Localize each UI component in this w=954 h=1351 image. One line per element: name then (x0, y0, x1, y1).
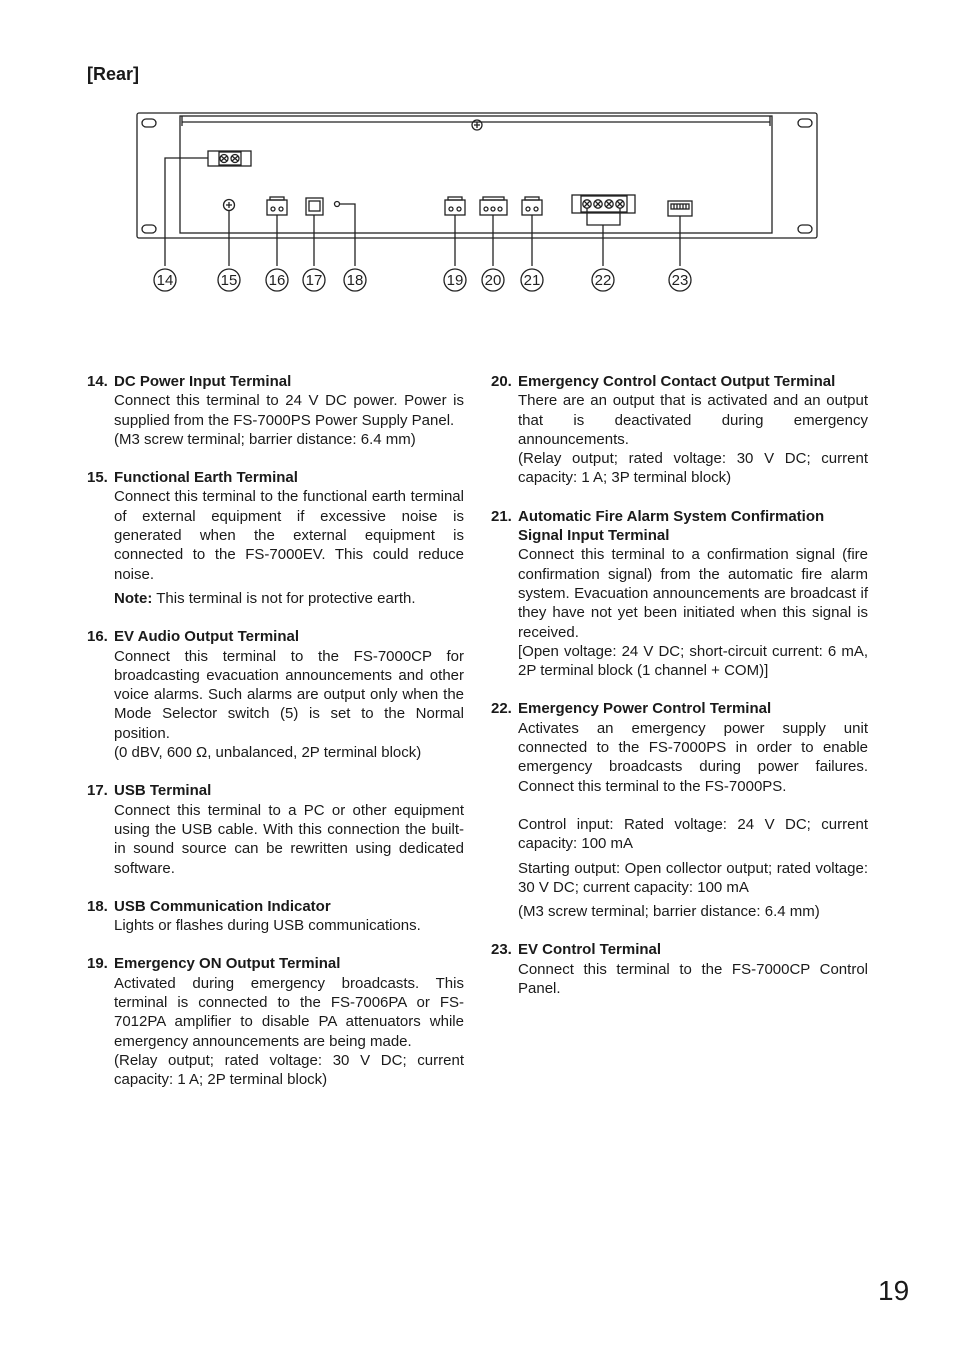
item-title: EV Audio Output Terminal (114, 628, 299, 646)
item-title: Functional Earth Terminal (114, 469, 298, 487)
item-text: Connect this terminal to a PC or other equipment using the USB cable. With this connection the built-in sound source can be rewritten using dedicated software. (114, 801, 464, 877)
section-title: [Rear] (87, 64, 140, 84)
usb-indicator-led-icon (335, 202, 340, 207)
callout-20: 20 (484, 272, 502, 289)
item-title: Emergency ON Output Terminal (114, 955, 341, 973)
ev-audio-output-terminal-icon (267, 197, 287, 215)
ev-control-connector-icon (668, 201, 692, 216)
mounting-slot (142, 225, 156, 233)
item-15 (87, 468, 464, 608)
item-19 (87, 954, 464, 1089)
left-column (87, 372, 464, 1109)
item-number: 19. (87, 955, 108, 973)
item-text: Activated during emergency broadcasts. This terminal is connected to the FS-7006PA or FS-7012PA amplifier to disable PA attenuators while emergency announcements are being made. (114, 974, 464, 1050)
emergency-power-control-terminal-icon (572, 195, 635, 213)
callout-15: 15 (220, 272, 238, 289)
item-number: 23. (491, 941, 512, 959)
item-17 (87, 781, 464, 877)
item-number: 20. (491, 373, 512, 390)
item-title: DC Power Input Terminal (114, 373, 292, 390)
item-title: EV Control Terminal (518, 941, 662, 959)
item-text: Activates an emergency power supply unit connected to the FS-7000PS in order to enable emergency broadcasts during power failures. Connect this terminal to the FS-7000PS. (518, 719, 868, 795)
item-text: Connect this terminal to the functional earth terminal of external equipment if excessive noise is generated when the external equipment is connected to the FS-7000EV. This could reduce noise. (114, 488, 464, 583)
item-spec: (Relay output; rated voltage: 30 V DC; current capacity: 1 A; 2P terminal block) (114, 1051, 464, 1089)
item-text: Connect this terminal to a confirmation signal (fire confirmation signal) from the automatic fire alarm system. Evacuation announcements are broadcast if they have not yet been initiated when this signal is received. (518, 546, 868, 641)
rack-chassis (137, 113, 817, 238)
item-number: 21. (491, 507, 512, 525)
callout-17: 17 (305, 272, 323, 289)
item-text: There are an output that is activated and an output that is deactivated during emergency announcements. (518, 392, 868, 448)
usb-terminal-icon (306, 198, 323, 215)
rear-panel-diagram (0, 100, 954, 300)
right-column (491, 372, 868, 1017)
item-spec: [Open voltage: 24 V DC; short-circuit current: 6 mA, 2P terminal block (1 channel + COM)] (518, 642, 868, 680)
item-spec: (M3 screw terminal; barrier distance: 6.4 mm) (518, 903, 820, 921)
item-spec: Control input: Rated voltage: 24 V DC; current capacity: 100 mA (518, 815, 868, 853)
mounting-slot (142, 119, 156, 127)
emergency-control-contact-terminal-icon (480, 197, 507, 215)
item-note (114, 589, 464, 608)
item-title: USB Communication Indicator (114, 897, 331, 915)
callout-16: 16 (268, 272, 286, 289)
note-text: This terminal is not for protective earth. (156, 589, 416, 607)
callout-23: 23 (671, 272, 689, 289)
dc-power-terminal-icon (208, 151, 251, 166)
callout-19: 19 (446, 272, 464, 289)
functional-earth-icon (224, 200, 235, 211)
item-text: Connect this terminal to the FS-7000CP Control Panel. (518, 960, 868, 998)
item-20 (491, 372, 868, 488)
note-label: Note: (114, 589, 153, 607)
mounting-slot (798, 225, 812, 233)
item-number: 14. (87, 373, 108, 390)
item-title: Automatic Fire Alarm System Confirmation Signal Input Terminal (518, 507, 825, 545)
callout-21: 21 (523, 272, 541, 289)
item-23 (491, 940, 868, 998)
emergency-on-terminal-icon (445, 197, 465, 215)
item-spec: (Relay output; rated voltage: 30 V DC; current capacity: 1 A; 3P terminal block) (518, 450, 868, 487)
callout-22: 22 (594, 272, 612, 289)
item-number: 22. (491, 700, 512, 718)
fire-alarm-confirmation-terminal-icon (522, 197, 542, 215)
item-title: Emergency Power Control Terminal (518, 700, 772, 718)
item-18 (87, 897, 464, 936)
item-16 (87, 627, 464, 762)
item-number: 16. (87, 628, 108, 646)
mounting-slot (798, 119, 812, 127)
item-title: USB Terminal (114, 782, 212, 800)
page-number: 19 (878, 1275, 910, 1306)
item-number: 17. (87, 782, 108, 800)
item-number: 18. (87, 897, 108, 915)
item-text: Connect this terminal to 24 V DC power. Power is supplied from the FS-7000PS Power Supply Panel. (114, 392, 464, 429)
item-spec: (0 dBV, 600 Ω, unbalanced, 2P terminal block) (114, 744, 422, 762)
callout-14: 14 (156, 272, 174, 289)
item-text: Lights or flashes during USB communications. (114, 917, 421, 935)
callout-18: 18 (346, 272, 364, 289)
item-spec: Starting output: Open collector output; rated voltage: 30 V DC; current capacity: 100 mA (518, 859, 868, 896)
item-22 (491, 699, 868, 921)
item-number: 15. (87, 469, 108, 487)
item-spec: (M3 screw terminal; barrier distance: 6.4 mm) (114, 430, 416, 448)
item-14 (87, 372, 464, 449)
item-title: Emergency Control Contact Output Terminal (518, 373, 836, 390)
item-21 (491, 507, 868, 681)
item-text: Connect this terminal to the FS-7000CP for broadcasting evacuation announcements and other voice alarms. Such alarms are output only when the Mode Selector switch (5) is set to the Normal position. (114, 647, 464, 742)
